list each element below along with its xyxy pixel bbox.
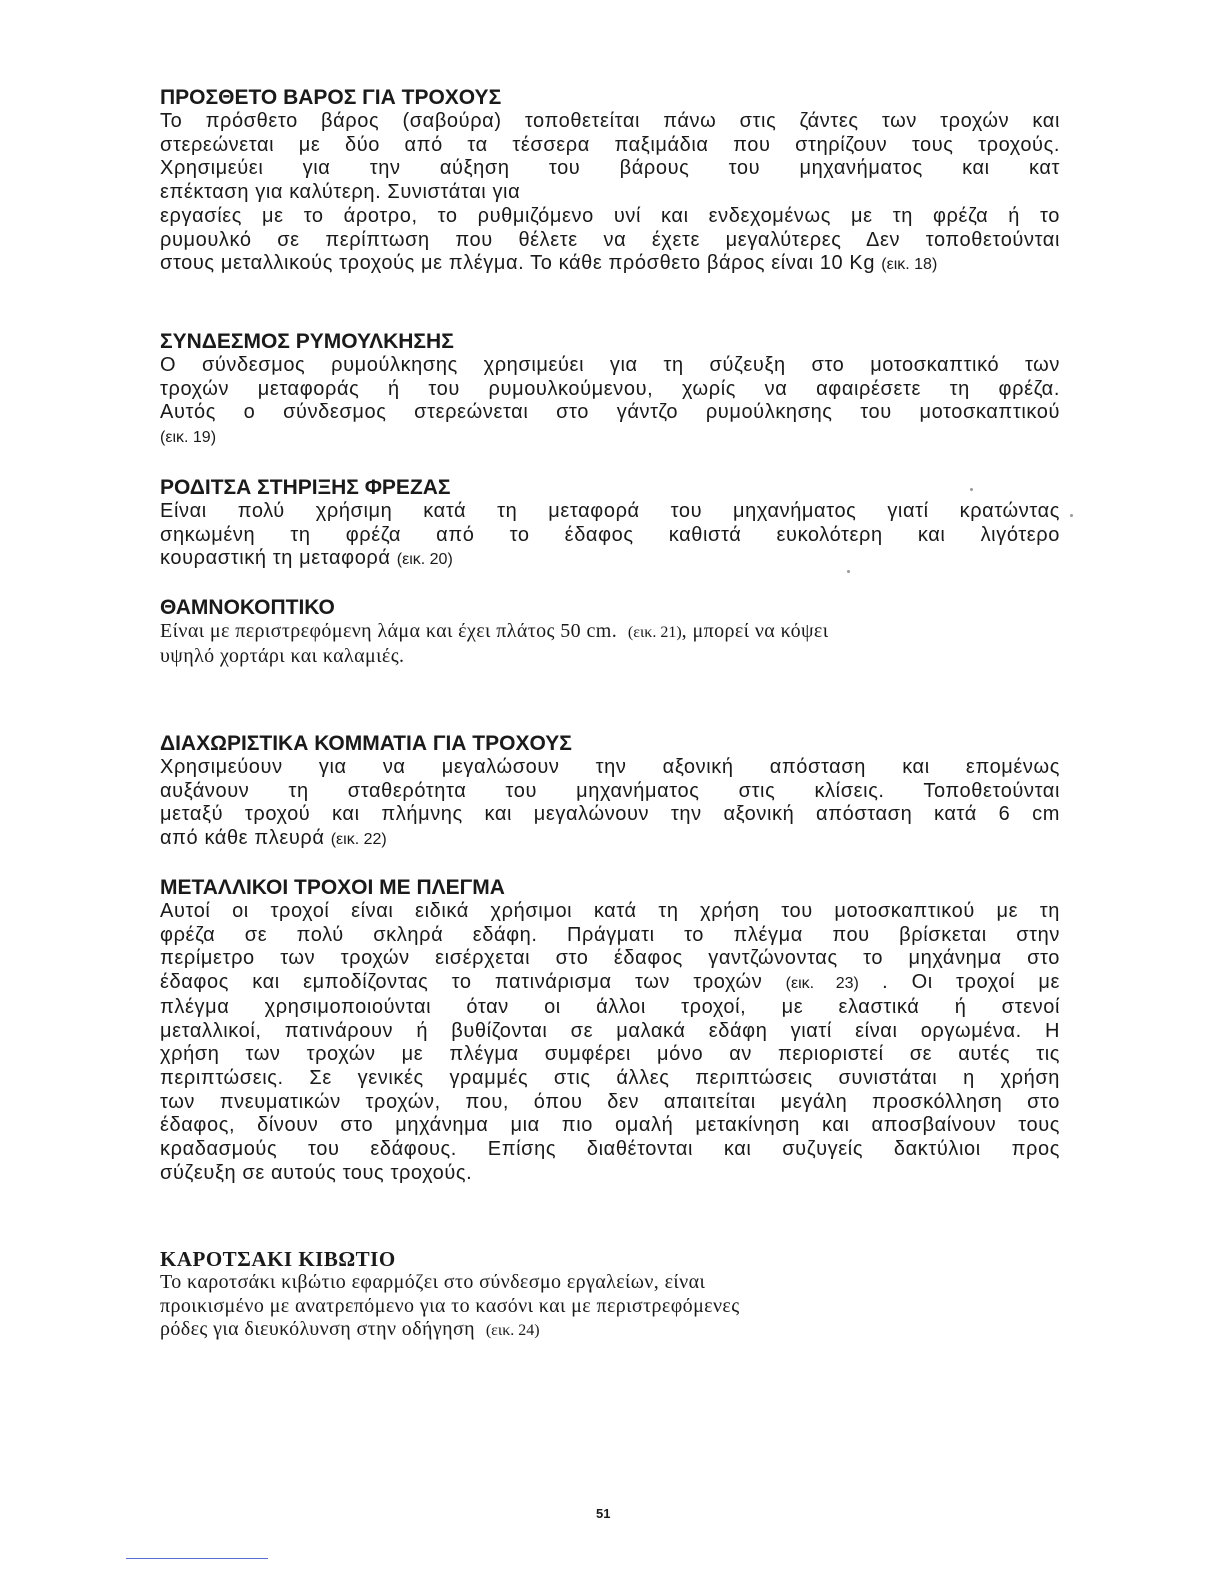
figure-reference: (εικ. 21)	[627, 624, 682, 641]
text-line: σηκωμένη τη φρέζα από το έδαφος καθιστά ευκολότερη και λιγότερο	[160, 523, 1060, 546]
text-line: εργασίες με το άροτρο, το ρυθμιζόμενο υνί και ενδεχομένως με τη φρέζα ή το	[160, 204, 1060, 227]
text-line: επέκταση για καλύτερη. Συνιστάται για	[160, 181, 521, 204]
text-line: Το πρόσθετο βάρος (σαβούρα) τοποθετείται πάνω στις ζάντες των τροχών και	[160, 110, 1060, 132]
figure-reference: (εικ. 24)	[485, 1322, 540, 1340]
text-line	[160, 971, 1060, 996]
text-line: Είναι πολύ χρήσιμη κατά τη μεταφορά του μηχανήματος γιατί κρατώντας	[160, 500, 1060, 522]
figure-reference: (εικ. 19)	[160, 429, 217, 447]
figure-reference: (εικ. 20)	[396, 551, 453, 569]
text-line: στερεώνεται με δύο από τα τέσσερα παξιμάδια που στηρίζουν τους τροχούς.	[160, 133, 1060, 156]
text-line: φρέζα σε πολύ σκληρά εδάφη. Πράγματι το πλέγμα που βρίσκεται στην	[160, 923, 1060, 946]
figure-reference: (εικ. 23)	[785, 975, 859, 993]
text-line: περιπτώσεις. Σε γενικές γραμμές στις άλλες περιπτώσεις συνιστάται η χρήση	[160, 1066, 1060, 1089]
text-line: μεταξύ τροχού και πλήμνης και μεγαλώνουν την αξονική απόσταση κατά 6 cm	[160, 803, 1060, 826]
text-line: περίμετρο των τροχών εισέρχεται στο έδαφος γαντζώνοντας το μηχάνημα στο	[160, 947, 1060, 970]
section-wheel-spacers	[160, 732, 1060, 852]
text-line	[160, 1318, 920, 1343]
line-text: στους μεταλλικούς τροχούς με πλέγμα. Το κάθε πρόσθετο βάρος είναι 10 Kg	[160, 252, 876, 275]
text-line	[160, 827, 1060, 852]
scan-speck	[847, 570, 850, 573]
text-line: Χρησιμεύει για την αύξηση του βάρους του μηχανήματος και κατ	[160, 157, 1060, 180]
section-heading: ΠΡΟΣΘΕΤΟ ΒΑΡΟΣ ΓΙΑ ΤΡΟΧΟΥΣ	[160, 86, 502, 109]
section-brush-cutter	[160, 596, 1060, 668]
figure-reference: (εικ. 22)	[330, 831, 387, 849]
text-line	[160, 252, 1060, 277]
text-line	[160, 620, 1060, 645]
text-line	[160, 425, 1060, 450]
section-heading: ΡΟΔΙΤΣΑ ΣΤΗΡΙΞΗΣ ΦΡΕΖΑΣ	[160, 476, 451, 499]
figure-reference: (εικ. 18)	[881, 256, 938, 274]
text-line: Αυτός ο σύνδεσμος στερεώνεται στο γάντζο ρυμούλκησης του μοτοσκαπτικού	[160, 401, 1060, 424]
text-line: προικισμένο με ανατρεπόμενο για το κασόνι και με περιστρεφόμενες	[160, 1294, 740, 1317]
line-text: Είναι με περιστρεφόμενη λάμα και έχει πλάτος 50 cm.	[160, 620, 618, 642]
text-line: Χρησιμεύουν για να μεγαλώσουν την αξονική απόσταση και επομένως	[160, 756, 1060, 778]
line-text: έδαφος και εμποδίζοντας το πατινάρισμα των τροχών	[160, 971, 763, 994]
section-metal-mesh-wheels	[160, 876, 1060, 1185]
page-number: 51	[596, 1506, 611, 1521]
text-line: σύζευξη σε αυτούς τους τροχούς.	[160, 1161, 473, 1184]
text-line: ρυμουλκό σε περίπτωση που θέλετε να έχετε μεγαλύτερες Δεν τοποθετούνται	[160, 228, 1060, 251]
text-line: υψηλό χορτάρι και καλαμιές.	[160, 644, 405, 667]
text-line: Αυτοί οι τροχοί είναι ειδικά χρήσιμοι κατά τη χρήση του μοτοσκαπτικού με τη	[160, 900, 1060, 922]
section-additional-wheel-weight	[160, 86, 1060, 277]
text-line: Ο σύνδεσμος ρυμούλκησης χρησιμεύει για τη σύζευξη στο μοτοσκαπτικό των	[160, 354, 1060, 376]
text-line: πλέγμα χρησιμοποιούνται όταν οι άλλοι τροχοί, με ελαστικά ή στενοί	[160, 995, 1060, 1018]
section-heading: ΣΥΝΔΕΣΜΟΣ ΡΥΜΟΥΛΚΗΣΗΣ	[160, 330, 454, 353]
section-heading: ΔΙΑΧΩΡΙΣΤΙΚΑ ΚΟΜΜΑΤΙΑ ΓΙΑ ΤΡΟΧΟΥΣ	[160, 732, 572, 755]
text-line: των πνευματικών τροχών, που, όπου δεν απαιτείται μεγάλη προσκόλληση στο	[160, 1090, 1060, 1113]
text-line: Το καροτσάκι κιβώτιο εφαρμόζει στο σύνδεσμο εργαλείων, είναι	[160, 1271, 706, 1293]
line-text: από κάθε πλευρά	[160, 827, 325, 850]
scan-speck	[1070, 514, 1073, 517]
section-tiller-support-wheel	[160, 476, 1060, 572]
text-line	[160, 547, 1060, 572]
line-text: κουραστική τη μεταφορά	[160, 547, 391, 570]
section-heading: ΚΑΡΟΤΣΑΚΙ ΚΙΒΩΤΙΟ	[160, 1247, 396, 1271]
section-heading: ΜΕΤΑΛΛΙΚΟΙ ΤΡΟΧΟΙ ΜΕ ΠΛΕΓΜΑ	[160, 876, 505, 899]
text-line: αυξάνουν τη σταθερότητα του μηχανήματος στις κλίσεις. Τοποθετούνται	[160, 779, 1060, 802]
line-text-after: , μπορεί να κόψει	[681, 620, 829, 642]
section-towing-coupling	[160, 330, 1060, 450]
text-line: κραδασμούς του εδάφους. Επίσης διαθέτονται και συζυγείς δακτύλιοι προς	[160, 1138, 1060, 1161]
line-text-after: . Οι τροχοί με	[882, 971, 1060, 994]
section-trolley-box	[160, 1247, 920, 1343]
section-heading: ΘΑΜΝΟΚΟΠΤΙΚΟ	[160, 596, 335, 619]
line-text: ρόδες για διευκόλυνση στην οδήγηση	[160, 1318, 476, 1341]
text-line: έδαφος, δίνουν στο μηχάνημα μια πιο ομαλή μετακίνηση και αποσβαίνουν τους	[160, 1114, 1060, 1137]
footnote-divider	[126, 1558, 268, 1559]
text-line: μεταλλικοί, πατινάρουν ή βυθίζονται σε μαλακά εδάφη γιατί είναι οργωμένα. Η	[160, 1019, 1060, 1042]
text-line: τροχών μεταφοράς ή του ρυμουλκούμενου, χωρίς να αφαιρέσετε τη φρέζα.	[160, 377, 1060, 400]
text-line: χρήση των τροχών με πλέγμα συμφέρει μόνο αν περιοριστεί σε αυτές τις	[160, 1043, 1060, 1066]
scan-speck	[970, 488, 973, 491]
